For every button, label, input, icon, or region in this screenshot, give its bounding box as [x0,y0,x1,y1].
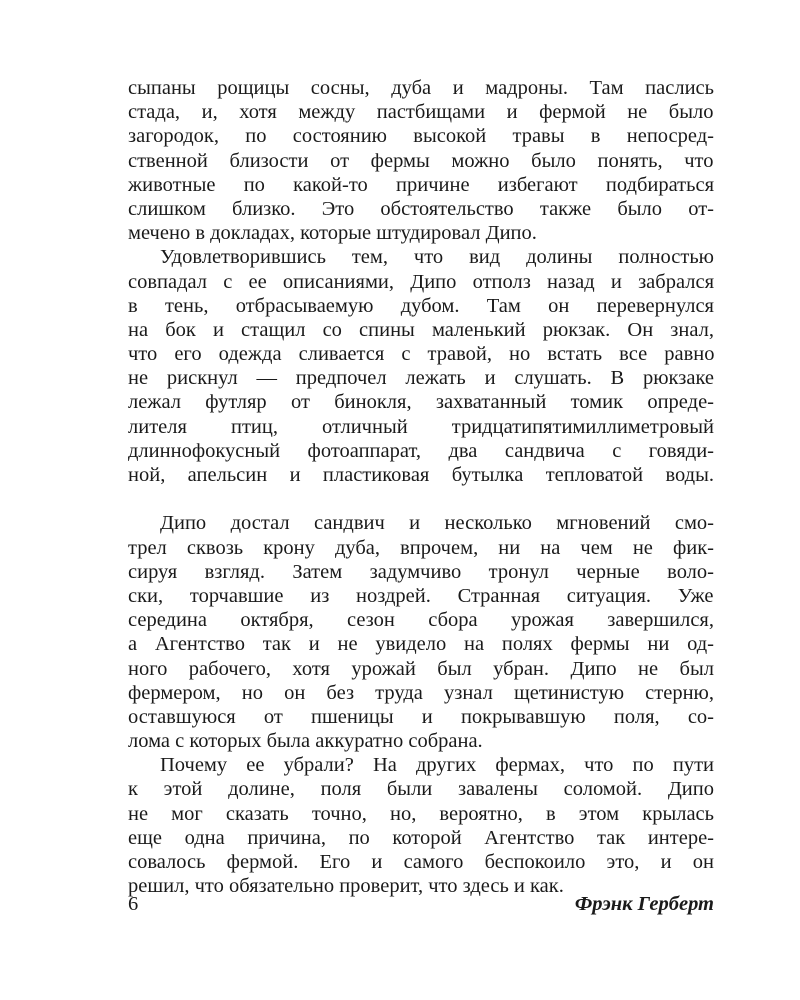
text-line: фермером, но он без труда узнал щетинистую стерню, [128,681,714,704]
text-line: совпадал с ее описаниями, Дипо отполз назад и забрался [128,270,714,293]
text-line: не мог сказать точно, но, вероятно, в этом крылась [128,802,714,825]
paragraph-1 [128,76,714,245]
paragraph-2 [128,245,714,511]
text-line: животные по какой-то причине избегают подбираться [128,173,714,196]
text-line: Удовлетворившись тем, что вид долины полностью [160,246,714,269]
text-line: лежал футляр от бинокля, захватанный томик опреде- [128,391,714,414]
text-line: в тень, отбрасываемую дубом. Там он перевернулся [128,294,714,317]
text-line: лителя птиц, отличный тридцатипятимиллиметровый [128,415,714,438]
page-number: 6 [128,893,139,915]
running-head-author: Фрэнк Герберт [574,893,714,915]
text-line: ски, торчавшие из ноздрей. Странная ситуация. Уже [128,584,714,607]
text-line: ной, апельсин и пластиковая бутылка тепловатой воды. [128,464,714,486]
text-line: не рискнул — предпочел лежать и слушать. В рюкзаке [128,367,714,390]
text-line: на бок и стащил со спины маленький рюкзак. Он знал, [128,318,714,341]
paragraph-4 [128,753,714,898]
text-line: еще одна причина, по которой Агентство так интере- [128,826,714,849]
page-footer [128,891,714,917]
text-line: загородок, по состоянию высокой травы в непосред- [128,125,714,148]
text-line: слишком близко. Это обстоятельство также было от- [128,197,714,220]
text-line: трел сквозь крону дуба, впрочем, ни на чем не фик- [128,536,714,559]
paragraph-3 [128,511,714,753]
text-line: середина октября, сезон сбора урожая завершился, [128,609,714,632]
page-body [128,76,714,898]
text-line: решил, что обязательно проверит, что здесь и как. [128,875,564,898]
text-line: Дипо достал сандвич и несколько мгновений смо- [160,512,714,535]
text-line: а Агентство так и не увидело на полях фермы ни од- [128,633,714,656]
text-line: ного рабочего, хотя урожай был убран. Дипо не был [128,657,714,680]
text-line: стада, и, хотя между пастбищами и фермой не было [128,101,714,124]
text-line: что его одежда сливается с травой, но встать все равно [128,343,714,366]
text-line: ственной близости от фермы можно было понять, что [128,149,714,172]
text-line: длиннофокусный фотоаппарат, два сандвича с говяди- [128,439,714,462]
text-line: оставшуюся от пшеницы и покрывавшую поля, со- [128,705,714,728]
text-line: сыпаны рощицы сосны, дуба и мадроны. Там паслись [128,77,714,99]
text-line [128,487,714,511]
text-line: лома с которых была аккуратно собрана. [128,730,483,753]
text-line: к этой долине, поля были завалены соломой. Дипо [128,778,714,801]
text-line: сируя взгляд. Затем задумчиво тронул черные воло- [128,560,714,583]
text-line: мечено в докладах, которые штудировал Дипо. [128,222,537,245]
text-line: совалось фермой. Его и самого беспокоило это, и он [128,851,714,873]
text-line: Почему ее убрали? На других фермах, что по пути [160,754,714,777]
